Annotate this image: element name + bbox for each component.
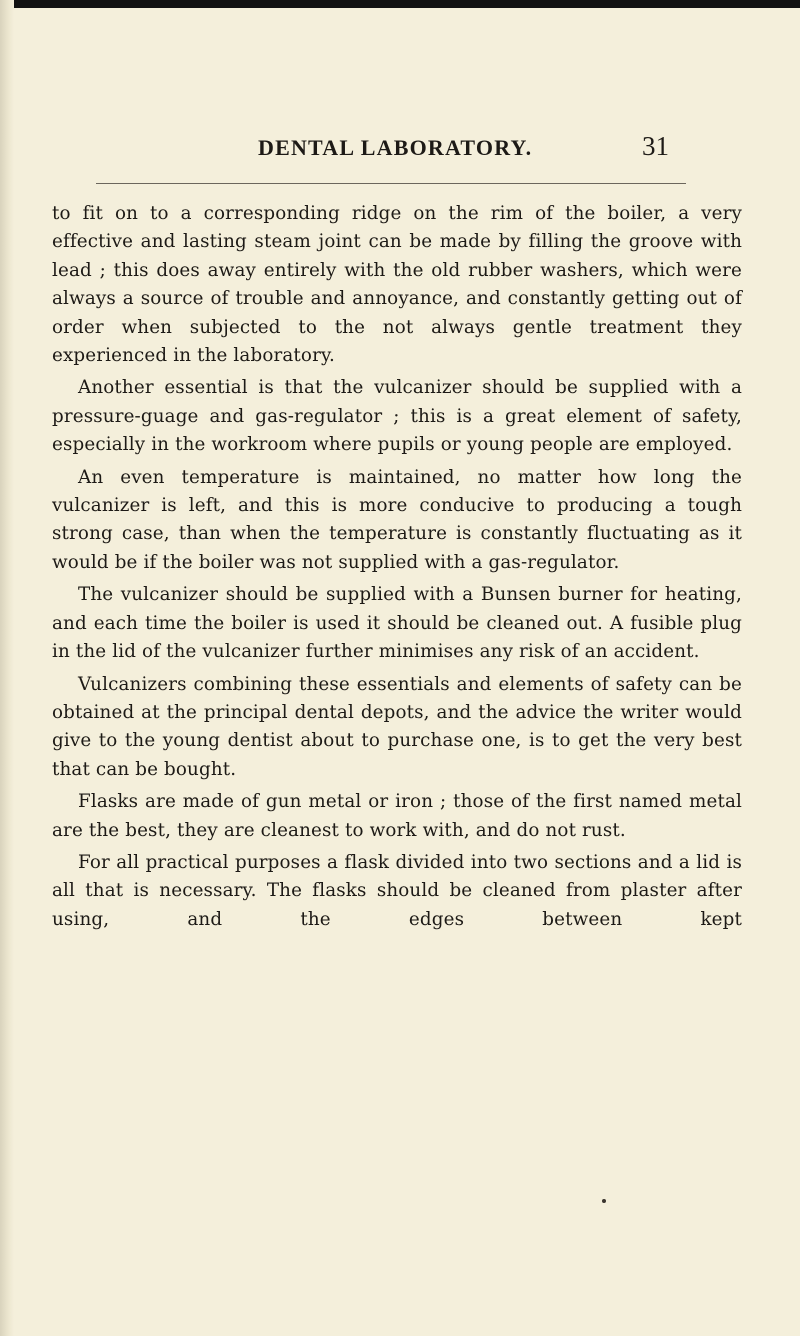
page-left-edge	[0, 0, 14, 1336]
footer-mark	[602, 1199, 606, 1203]
paragraph-2: Another essential is that the vulcanizer should be supplied with a pressure-guage and gas-regulator ; this is a great element of safety, especially in the workroom where pupils or young people are employed.	[52, 377, 742, 456]
header-rule	[96, 183, 686, 184]
page-top-edge	[0, 0, 800, 8]
body-text	[52, 200, 742, 938]
paragraph-4: The vulcanizer should be supplied with a Bunsen burner for heating, and each time the boiler is used it should be cleaned out. A fusible plug in the lid of the vulcanizer further minimises any risk of an accident.	[52, 584, 742, 663]
running-head: DENTAL LABORATORY.	[258, 135, 533, 160]
page-number: 31	[642, 131, 669, 161]
page-header	[0, 131, 800, 164]
paragraph-5: Vulcanizers combining these essentials and elements of safety can be obtained at the principal dental depots, and the advice the writer would give to the young dentist about to purchase one, is to get the very best that can be bought.	[52, 673, 742, 780]
paragraph-6: Flasks are made of gun metal or iron ; those of the first named metal are the best, they are cleanest to work with, and do not rust.	[52, 791, 742, 841]
paragraph-7: For all practical purposes a flask divided into two sections and a lid is all that is necessary. The flasks should be cleaned from plaster after using, and the edges between kept	[52, 851, 742, 930]
paragraph-3: An even temperature is maintained, no matter how long the vulcanizer is left, and this is more conducive to producing a tough strong case, than when the temperature is constantly fluctuating as it would be if the boiler was not supplied with a gas-regulator.	[52, 466, 742, 573]
paragraph-1: to fit on to a corresponding ridge on the rim of the boiler, a very effective and lasting steam joint can be made by filling the groove with lead ; this does away entirely with the old rubber washers, which were always a source of trouble and annoyance, and constantly getting out of order when subjected to the not always gentle treatment they experienced in the laboratory.	[52, 203, 742, 367]
